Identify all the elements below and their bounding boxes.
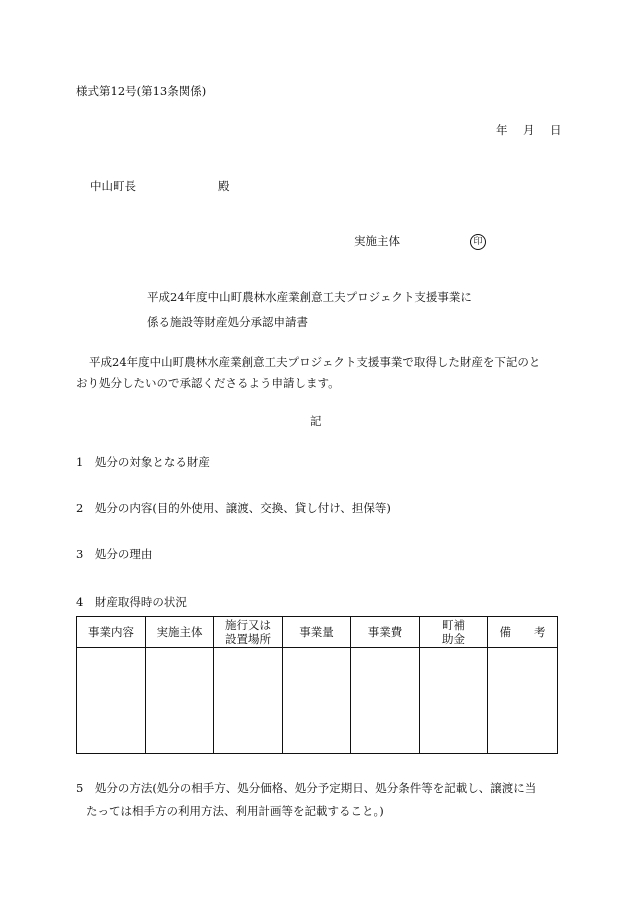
applicant-label: 実施主体 bbox=[354, 234, 400, 248]
document-title-line2: 係る施設等財産処分承認申請書 bbox=[147, 315, 308, 329]
item-5-line1: 5 処分の方法(処分の相手方、処分価格、処分予定期日、処分条件等を記載し、譲渡に当 bbox=[76, 781, 537, 795]
document-title-line1: 平成24年度中山町農林水産業創意工夫プロジェクト支援事業に bbox=[147, 290, 472, 304]
form-number: 様式第12号(第13条関係) bbox=[76, 84, 207, 98]
table-header-row bbox=[77, 617, 558, 648]
body-text-line2: おり処分したいので承認くださるよう申請します。 bbox=[76, 376, 340, 390]
addressee-honorific: 殿 bbox=[218, 179, 230, 193]
table-header-cell: 事業量 bbox=[283, 617, 351, 648]
item-3: 3 処分の理由 bbox=[76, 547, 153, 561]
table-cell[interactable] bbox=[77, 648, 146, 754]
table-row bbox=[77, 648, 558, 754]
item-2: 2 処分の内容(目的外使用、譲渡、交換、貸し付け、担保等) bbox=[76, 501, 391, 515]
table-cell[interactable] bbox=[488, 648, 558, 754]
seal-mark: 印 bbox=[470, 234, 486, 250]
ki-heading: 記 bbox=[310, 414, 322, 428]
table-header-cell: 備 考 bbox=[488, 617, 558, 648]
date-line: 年 月 日 bbox=[496, 123, 564, 137]
table-cell[interactable] bbox=[283, 648, 351, 754]
table-header-cell: 事業費 bbox=[351, 617, 420, 648]
item-5-line2: たっては相手方の利用方法、利用計画等を記載すること。) bbox=[86, 804, 384, 818]
table-header-cell: 事業内容 bbox=[77, 617, 146, 648]
table-cell[interactable] bbox=[420, 648, 488, 754]
table-header-cell: 施行又は 設置場所 bbox=[214, 617, 283, 648]
table-cell[interactable] bbox=[146, 648, 214, 754]
item-1: 1 処分の対象となる財産 bbox=[76, 455, 210, 469]
table-header-cell: 実施主体 bbox=[146, 617, 214, 648]
table-cell[interactable] bbox=[351, 648, 420, 754]
acquisition-status-table bbox=[76, 616, 558, 754]
body-text-line1: 平成24年度中山町農林水産業創意工夫プロジェクト支援事業で取得した財産を下記のと bbox=[89, 355, 541, 369]
table-header-cell: 町補 助金 bbox=[420, 617, 488, 648]
table-cell[interactable] bbox=[214, 648, 283, 754]
addressee-name: 中山町長 bbox=[90, 179, 136, 193]
item-4: 4 財産取得時の状況 bbox=[76, 595, 187, 609]
